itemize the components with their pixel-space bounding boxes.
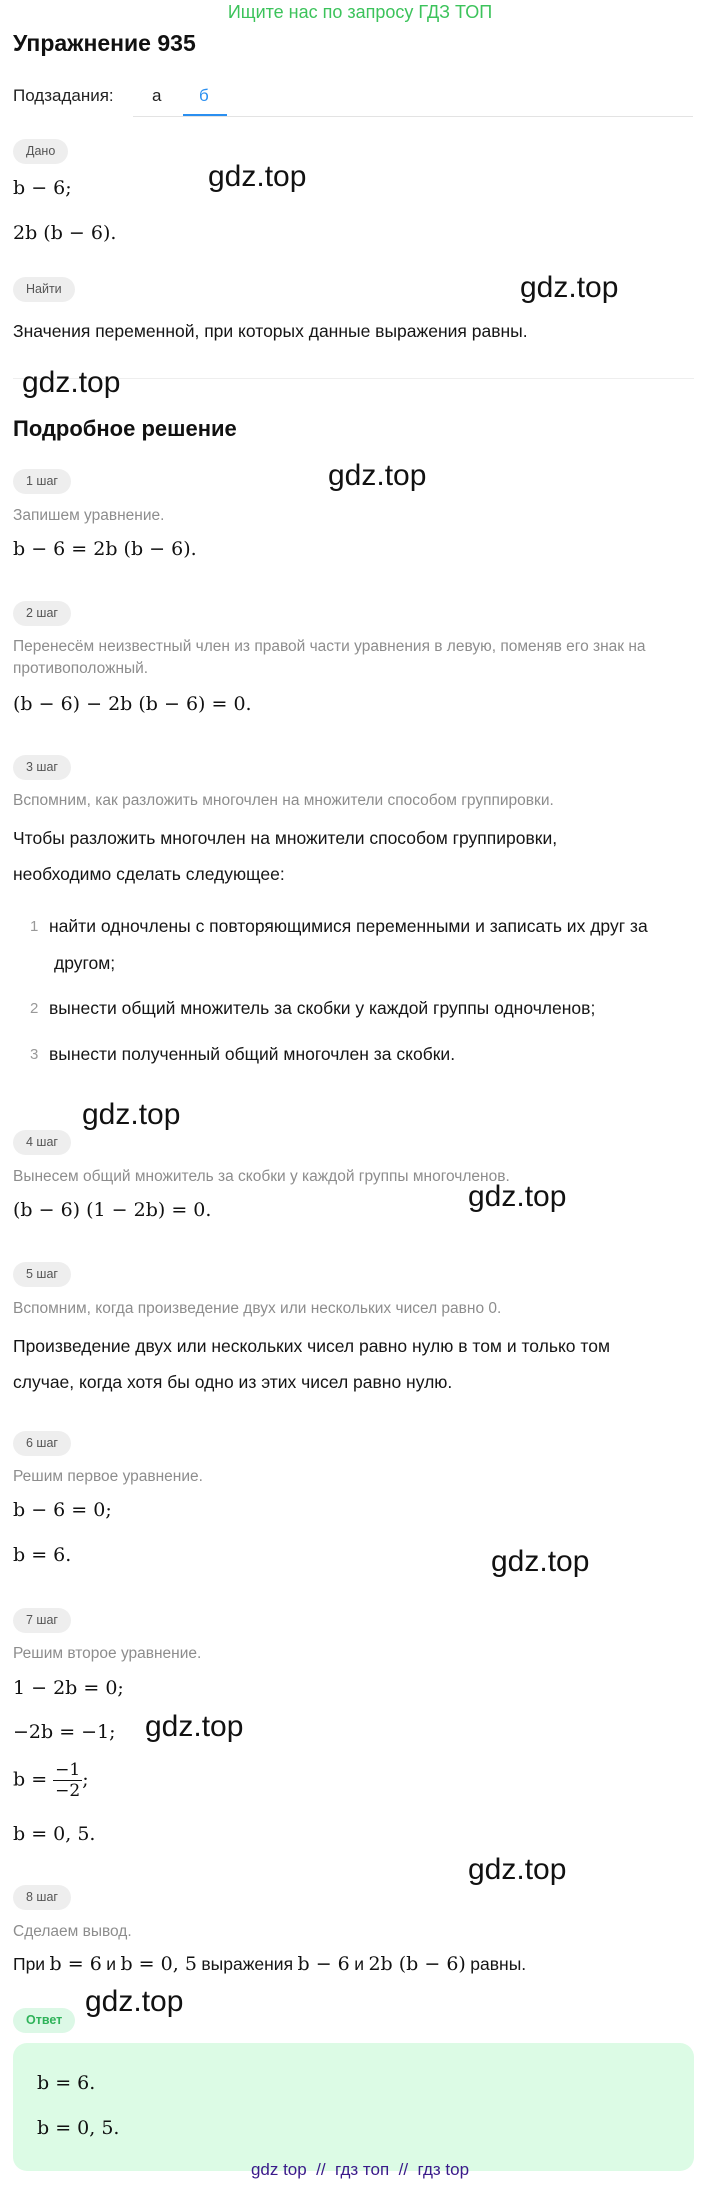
step-3-note: Вспомним, как разложить многочлен на множители способом группировки. [13,792,554,809]
step-7-math-4: b = 0, 5. [13,1823,96,1845]
step-7-math-2: −2b = −1; [13,1721,116,1743]
footer-links[interactable]: gdz top // гдз топ // гдз top [250,2160,470,2179]
find-text: Значения переменной, при которых данные выражения равны. [13,321,528,341]
step-5-text-line-2: случае, когда хотя бы одно из этих чисел равно нулю. [13,1372,453,1392]
conclusion-word: выражения [201,1954,294,1974]
subtasks-label: Подзадания: [13,86,114,105]
list-item-number: 1 [30,918,39,935]
conclusion-word: равны. [470,1954,527,1974]
step-3-badge: 3 шаг [13,755,71,780]
conclusion-math: 2b (b − 6) [368,1953,466,1975]
step-1-note: Запишем уравнение. [13,507,165,524]
step-4-badge: 4 шаг [13,1130,71,1155]
answer-badge: Ответ [13,2008,75,2033]
find-badge: Найти [13,277,75,302]
fraction-denominator: −2 [55,1781,81,1801]
tab-b-active[interactable]: б [199,86,209,105]
step-7-badge: 7 шаг [13,1608,71,1633]
step-4-note: Вынесем общий множитель за скобки у каждой группы многочленов. [13,1168,510,1185]
given-expression-2: 2b (b − 6). [13,222,117,244]
watermark: gdz.top [328,459,427,492]
answer-line-1: b = 6. [37,2072,96,2094]
step-4-math: (b − 6) (1 − 2b) = 0. [13,1199,212,1221]
step-5-note: Вспомним, когда произведение двух или нескольких чисел равно 0. [13,1300,502,1317]
step-8-conclusion [13,1953,526,1975]
given-expression-1: b − 6; [13,177,72,199]
watermark: gdz.top [468,1853,567,1886]
watermark: gdz.top [520,271,619,304]
search-banner: Ищите нас по запросу ГДЗ ТОП [227,2,493,22]
watermark: gdz.top [82,1098,181,1131]
fraction-end: ; [82,1768,89,1791]
step-8-badge: 8 шаг [13,1885,71,1910]
answer-box [13,2043,694,2171]
list-item-number: 2 [30,1000,39,1017]
solution-title: Подробное решение [13,416,237,441]
step-2-note: Перенесём неизвестный член из правой части уравнения в левую, поменяв его знак на противоположный. [13,638,646,677]
watermark: gdz.top [22,366,121,399]
step-2-math: (b − 6) − 2b (b − 6) = 0. [13,693,252,715]
step-6-badge: 6 шаг [13,1431,71,1456]
step-7-math-1: 1 − 2b = 0; [13,1677,124,1699]
conclusion-math: b = 6 [49,1953,102,1975]
fraction-numerator: −1 [55,1760,81,1780]
step-6-note: Решим первое уравнение. [13,1468,203,1485]
given-badge: Дано [13,139,68,164]
tab-a[interactable]: а [152,86,162,105]
step-7-note: Решим второе уравнение. [13,1645,202,1662]
answer-line-2: b = 0, 5. [37,2117,120,2139]
list-item-number: 3 [30,1046,39,1063]
step-5-text-line-1: Произведение двух или нескольких чисел равно нулю в том и только том [13,1336,610,1356]
list-item-1-line-2: другом; [54,953,116,973]
watermark: gdz.top [208,160,307,193]
list-item-1-line-1: найти одночлены с повторяющимися переменными и записать их друг за [49,916,648,936]
step-6-math-2: b = 6. [13,1544,72,1566]
watermark: gdz.top [468,1180,567,1213]
step-3-text-line-2: необходимо сделать следующее: [13,864,285,884]
watermark: gdz.top [491,1545,590,1578]
step-7-math-3 [13,1760,89,1801]
step-5-badge: 5 шаг [13,1262,71,1287]
conclusion-math: b − 6 [297,1953,350,1975]
conclusion-word: и [106,1954,117,1974]
list-item-3: вынести полученный общий многочлен за скобки. [49,1044,456,1064]
step-3-text-line-1: Чтобы разложить многочлен на множители способом группировки, [13,828,558,848]
step-8-note: Сделаем вывод. [13,1923,132,1940]
fraction [53,1760,82,1801]
step-1-badge: 1 шаг [13,469,71,494]
fraction-lhs: b = [13,1768,48,1791]
list-item-2: вынести общий множитель за скобки у каждой группы одночленов; [49,998,596,1018]
subtask-tabs [133,78,693,117]
conclusion-word: При [13,1954,46,1974]
watermark: gdz.top [145,1710,244,1743]
page-title: Упражнение 935 [13,30,196,56]
conclusion-word: и [354,1954,364,1974]
watermark: gdz.top [85,1985,184,2018]
step-1-math: b − 6 = 2b (b − 6). [13,538,197,560]
active-tab-indicator [183,114,227,116]
step-2-badge: 2 шаг [13,601,71,626]
step-6-math-1: b − 6 = 0; [13,1499,112,1521]
conclusion-math: b = 0, 5 [120,1953,197,1975]
